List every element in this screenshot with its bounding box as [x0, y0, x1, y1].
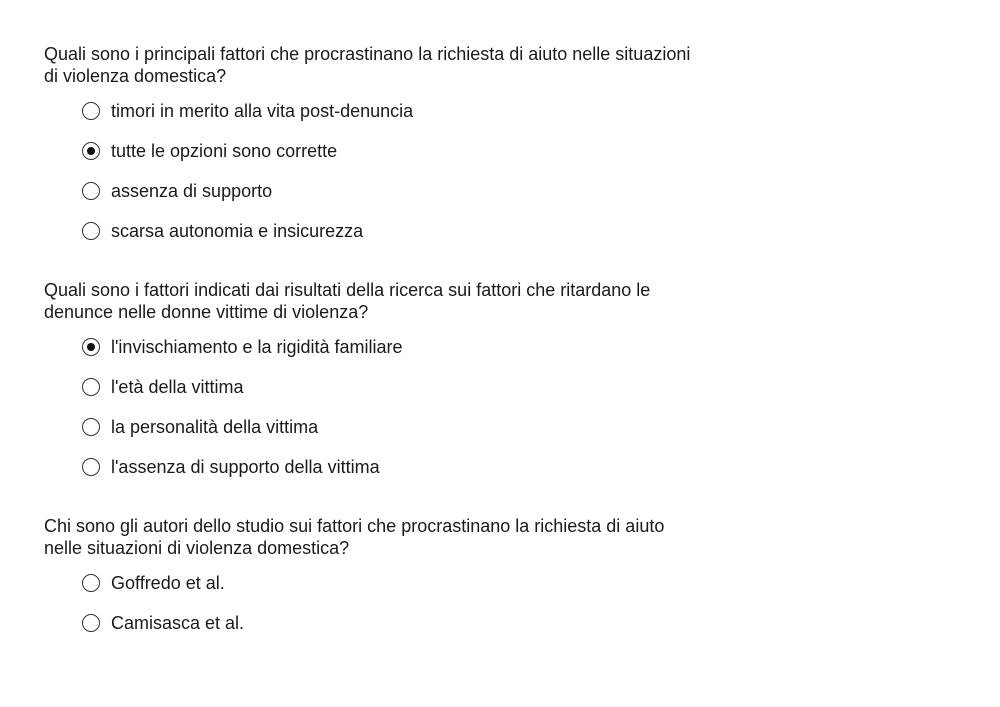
radio-button-icon[interactable]	[82, 378, 100, 396]
question-2-options	[44, 327, 744, 487]
question-3-text: Chi sono gli autori dello studio sui fattori che procrastinano la richiesta di aiuto nelle situazioni di violenza domestica?	[44, 516, 665, 558]
radio-button-icon[interactable]	[82, 182, 100, 200]
question-2-option-1[interactable]	[82, 327, 744, 367]
radio-button-icon[interactable]	[82, 574, 100, 592]
radio-button-icon[interactable]	[82, 222, 100, 240]
option-label: l'età della vittima	[111, 377, 244, 397]
option-label: Goffredo et al.	[111, 573, 225, 593]
question-1-option-3[interactable]	[82, 171, 744, 211]
question-3-option-1[interactable]	[82, 563, 744, 603]
question-2-option-3[interactable]	[82, 407, 744, 447]
question-2-option-4[interactable]	[82, 447, 744, 487]
question-2-option-2[interactable]	[82, 367, 744, 407]
radio-button-checked-icon[interactable]	[82, 142, 100, 160]
question-2-text: Quali sono i fattori indicati dai risultati della ricerca sui fattori che ritardano le denunce nelle donne vittime di violenza?	[44, 280, 651, 322]
question-3-option-2[interactable]	[82, 603, 744, 643]
question-1-options	[44, 91, 744, 251]
question-1	[44, 43, 744, 251]
option-label: l'assenza di supporto della vittima	[111, 457, 380, 477]
radio-button-icon[interactable]	[82, 458, 100, 476]
option-label: scarsa autonomia e insicurezza	[111, 221, 364, 241]
radio-button-icon[interactable]	[82, 614, 100, 632]
question-1-option-1[interactable]	[82, 91, 744, 131]
option-label: assenza di supporto	[111, 181, 273, 201]
option-label: Camisasca et al.	[111, 613, 245, 633]
option-label: timori in merito alla vita post-denuncia	[111, 101, 414, 121]
question-1-text: Quali sono i principali fattori che procrastinano la richiesta di aiuto nelle situazioni di violenza domestica?	[44, 44, 691, 86]
quiz-page	[44, 43, 744, 671]
question-3-options	[44, 563, 744, 643]
radio-button-checked-icon[interactable]	[82, 338, 100, 356]
radio-button-icon[interactable]	[82, 418, 100, 436]
option-label: la personalità della vittima	[111, 417, 319, 437]
option-label: tutte le opzioni sono corrette	[111, 141, 338, 161]
question-3	[44, 515, 744, 643]
question-2	[44, 279, 744, 487]
question-1-option-4[interactable]	[82, 211, 744, 251]
radio-button-icon[interactable]	[82, 102, 100, 120]
question-1-option-2[interactable]	[82, 131, 744, 171]
option-label: l'invischiamento e la rigidità familiare	[111, 337, 403, 357]
